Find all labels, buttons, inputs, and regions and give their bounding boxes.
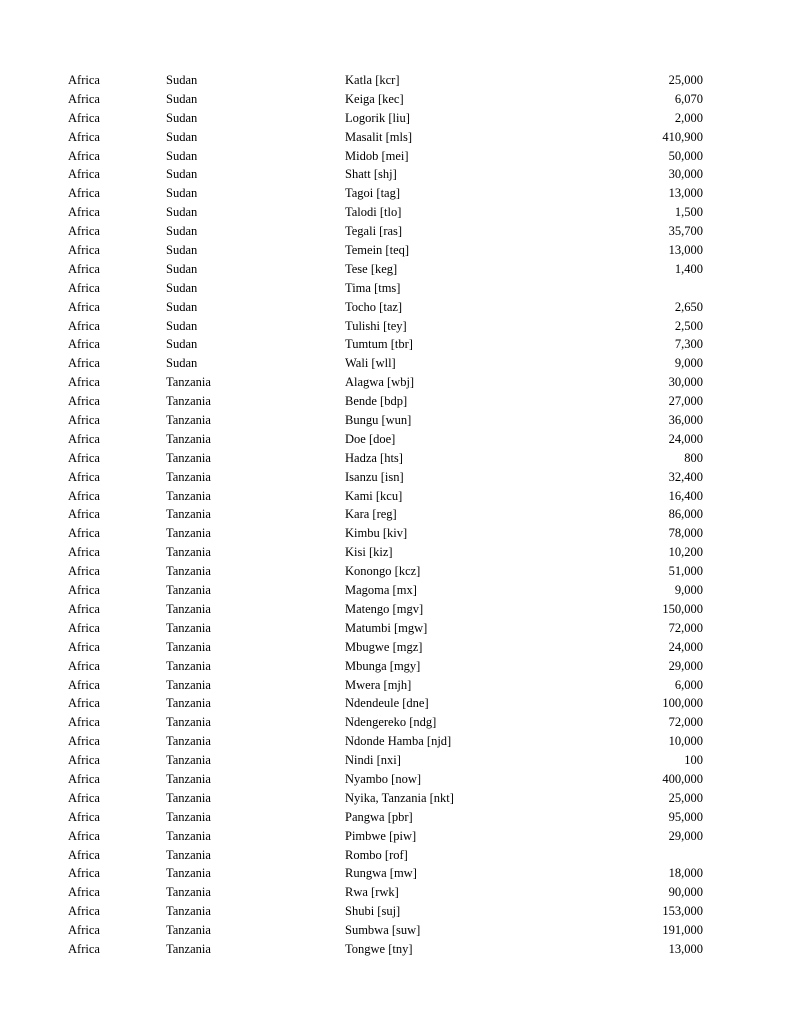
language-cell: Tumtum [tbr]: [345, 337, 413, 352]
table-row: [0, 335, 791, 354]
country-cell: Tanzania: [166, 394, 211, 409]
language-cell: Pangwa [pbr]: [345, 809, 413, 824]
table-row: [0, 449, 791, 468]
country-cell: Tanzania: [166, 885, 211, 900]
table-row: [0, 468, 791, 487]
population-cell: 72,000: [668, 715, 703, 730]
language-cell: Logorik [liu]: [345, 110, 410, 125]
country-cell: Tanzania: [166, 507, 211, 522]
population-cell: 25,000: [668, 73, 703, 87]
table-row: [0, 694, 791, 713]
country-cell: Tanzania: [166, 809, 211, 824]
language-cell: Alagwa [wbj]: [345, 375, 415, 390]
language-cell: Tegali [ras]: [345, 224, 403, 239]
language-cell: Ndendeule [dne]: [345, 696, 429, 711]
region-cell: Africa: [68, 696, 100, 711]
country-cell: Tanzania: [166, 734, 211, 749]
region-cell: Africa: [68, 205, 100, 220]
language-cell: Bungu [wun]: [345, 413, 412, 428]
country-cell: Tanzania: [166, 564, 211, 579]
table-row: [0, 71, 791, 90]
table-row: [0, 619, 791, 638]
population-cell: 78,000: [668, 526, 703, 541]
language-cell: Nindi [nxi]: [345, 753, 401, 768]
table-row: [0, 827, 791, 846]
region-cell: Africa: [68, 904, 100, 919]
population-cell: 24,000: [668, 639, 703, 654]
region-cell: Africa: [68, 507, 100, 522]
table-row: [0, 940, 791, 959]
language-cell: Rombo [rof]: [345, 847, 408, 862]
language-cell: Kara [reg]: [345, 507, 397, 522]
table-row: [0, 354, 791, 373]
table-row: [0, 657, 791, 676]
table-row: [0, 732, 791, 751]
country-cell: Tanzania: [166, 923, 211, 938]
population-cell: 32,400: [668, 469, 703, 484]
country-cell: Tanzania: [166, 583, 211, 598]
table-row: [0, 109, 791, 128]
table-row: [0, 600, 791, 619]
language-cell: Katla [kcr]: [345, 73, 400, 87]
language-cell: Tocho [taz]: [345, 299, 403, 314]
country-cell: Sudan: [166, 205, 198, 220]
table-row: [0, 562, 791, 581]
language-cell: Matumbi [mgw]: [345, 620, 428, 635]
region-cell: Africa: [68, 129, 100, 144]
population-cell: 25,000: [668, 790, 703, 805]
population-cell: [605, 846, 703, 865]
region-cell: Africa: [68, 224, 100, 239]
language-cell: Rungwa [mw]: [345, 866, 417, 881]
table-row: [0, 165, 791, 184]
country-cell: Sudan: [166, 261, 198, 276]
language-cell: Tese [keg]: [345, 261, 398, 276]
region-cell: Africa: [68, 91, 100, 106]
table-row: [0, 203, 791, 222]
table-row: [0, 581, 791, 600]
population-cell: 72,000: [668, 620, 703, 635]
language-cell: Mwera [mjh]: [345, 677, 412, 692]
region-cell: Africa: [68, 941, 100, 956]
table-row: [0, 751, 791, 770]
language-cell: Talodi [tlo]: [345, 205, 402, 220]
language-cell: Masalit [mls]: [345, 129, 413, 144]
region-cell: Africa: [68, 526, 100, 541]
population-cell: 10,000: [668, 734, 703, 749]
table-row: [0, 808, 791, 827]
region-cell: Africa: [68, 771, 100, 786]
country-cell: Sudan: [166, 224, 198, 239]
population-cell: 27,000: [668, 394, 703, 409]
table-row: [0, 487, 791, 506]
region-cell: Africa: [68, 299, 100, 314]
table-row: [0, 846, 791, 865]
region-cell: Africa: [68, 148, 100, 163]
population-cell: 29,000: [668, 658, 703, 673]
table-row: [0, 373, 791, 392]
country-cell: Tanzania: [166, 375, 211, 390]
region-cell: Africa: [68, 469, 100, 484]
table-row: [0, 543, 791, 562]
country-cell: Tanzania: [166, 715, 211, 730]
population-cell: 2,500: [674, 318, 703, 333]
region-cell: Africa: [68, 620, 100, 635]
table-row: [0, 430, 791, 449]
table-row: [0, 317, 791, 336]
population-cell: 191,000: [662, 923, 703, 938]
table-row: [0, 222, 791, 241]
table-row: [0, 864, 791, 883]
country-cell: Sudan: [166, 356, 198, 371]
language-cell: Konongo [kcz]: [345, 564, 421, 579]
language-cell: Doe [doe]: [345, 431, 396, 446]
country-cell: Tanzania: [166, 639, 211, 654]
table-row: [0, 676, 791, 695]
region-cell: Africa: [68, 734, 100, 749]
population-cell: 13,000: [668, 243, 703, 258]
population-cell: 150,000: [662, 601, 703, 616]
population-cell: 100: [684, 753, 703, 768]
table-row: [0, 921, 791, 940]
region-cell: Africa: [68, 809, 100, 824]
country-cell: Tanzania: [166, 677, 211, 692]
language-cell: Ndonde Hamba [njd]: [345, 734, 452, 749]
table-row: [0, 184, 791, 203]
population-cell: 18,000: [668, 866, 703, 881]
country-cell: Sudan: [166, 129, 198, 144]
language-cell: Tongwe [tny]: [345, 941, 413, 956]
language-cell: Temein [teq]: [345, 243, 410, 258]
table-row: [0, 770, 791, 789]
language-cell: Mbunga [mgy]: [345, 658, 421, 673]
population-cell: 30,000: [668, 167, 703, 182]
table-row: [0, 392, 791, 411]
country-cell: Tanzania: [166, 658, 211, 673]
region-cell: Africa: [68, 545, 100, 560]
region-cell: Africa: [68, 280, 100, 295]
country-cell: Tanzania: [166, 545, 211, 560]
country-cell: Tanzania: [166, 620, 211, 635]
language-cell: Midob [mei]: [345, 148, 409, 163]
population-cell: 13,000: [668, 941, 703, 956]
region-cell: Africa: [68, 564, 100, 579]
region-cell: Africa: [68, 488, 100, 503]
country-cell: Tanzania: [166, 413, 211, 428]
population-cell: 100,000: [662, 696, 703, 711]
language-cell: Rwa [rwk]: [345, 885, 399, 900]
region-cell: Africa: [68, 73, 100, 87]
population-cell: 16,400: [668, 488, 703, 503]
region-cell: Africa: [68, 677, 100, 692]
country-cell: Sudan: [166, 148, 198, 163]
region-cell: Africa: [68, 828, 100, 843]
language-cell: Pimbwe [piw]: [345, 828, 417, 843]
population-cell: 410,900: [662, 129, 703, 144]
table-row: [0, 90, 791, 109]
population-cell: 50,000: [668, 148, 703, 163]
country-cell: Tanzania: [166, 488, 211, 503]
population-cell: 10,200: [668, 545, 703, 560]
population-cell: 51,000: [668, 564, 703, 579]
language-cell: Kami [kcu]: [345, 488, 403, 503]
table-row: [0, 147, 791, 166]
language-cell: Sumbwa [suw]: [345, 923, 421, 938]
table-row: [0, 505, 791, 524]
table-row: [0, 713, 791, 732]
population-cell: 9,000: [674, 356, 703, 371]
population-cell: 95,000: [668, 809, 703, 824]
population-cell: 7,300: [674, 337, 703, 352]
population-cell: 36,000: [668, 413, 703, 428]
population-cell: 24,000: [668, 431, 703, 446]
population-cell: 9,000: [674, 583, 703, 598]
language-cell: Tagoi [tag]: [345, 186, 401, 201]
table-row: [0, 241, 791, 260]
country-cell: Sudan: [166, 91, 198, 106]
population-cell: 153,000: [662, 904, 703, 919]
population-cell: 13,000: [668, 186, 703, 201]
region-cell: Africa: [68, 601, 100, 616]
language-cell: Nyambo [now]: [345, 771, 422, 786]
population-cell: 6,070: [674, 91, 703, 106]
region-cell: Africa: [68, 356, 100, 371]
population-cell: 2,650: [674, 299, 703, 314]
country-cell: Tanzania: [166, 941, 211, 956]
region-cell: Africa: [68, 413, 100, 428]
language-cell: Matengo [mgv]: [345, 601, 424, 616]
table-row: [0, 638, 791, 657]
language-cell: Keiga [kec]: [345, 91, 404, 106]
language-population-table: [0, 71, 791, 959]
population-cell: 86,000: [668, 507, 703, 522]
table-row: [0, 128, 791, 147]
region-cell: Africa: [68, 167, 100, 182]
region-cell: Africa: [68, 923, 100, 938]
country-cell: Tanzania: [166, 469, 211, 484]
language-cell: Tima [tms]: [345, 280, 401, 295]
population-cell: 1,500: [674, 205, 703, 220]
population-cell: 35,700: [668, 224, 703, 239]
country-cell: Sudan: [166, 280, 198, 295]
country-cell: Tanzania: [166, 790, 211, 805]
country-cell: Tanzania: [166, 431, 211, 446]
language-cell: Shatt [shj]: [345, 167, 397, 182]
region-cell: Africa: [68, 318, 100, 333]
region-cell: Africa: [68, 450, 100, 465]
country-cell: Tanzania: [166, 450, 211, 465]
region-cell: Africa: [68, 847, 100, 862]
country-cell: Tanzania: [166, 753, 211, 768]
table-row: [0, 411, 791, 430]
region-cell: Africa: [68, 431, 100, 446]
country-cell: Tanzania: [166, 771, 211, 786]
country-cell: Tanzania: [166, 526, 211, 541]
population-cell: 30,000: [668, 375, 703, 390]
table-row: [0, 789, 791, 808]
language-cell: Kisi [kiz]: [345, 545, 393, 560]
country-cell: Sudan: [166, 337, 198, 352]
region-cell: Africa: [68, 753, 100, 768]
country-cell: Sudan: [166, 299, 198, 314]
language-cell: Isanzu [isn]: [345, 469, 404, 484]
language-cell: Bende [bdp]: [345, 394, 408, 409]
population-cell: 1,400: [674, 261, 703, 276]
region-cell: Africa: [68, 639, 100, 654]
region-cell: Africa: [68, 337, 100, 352]
population-cell: 800: [684, 450, 703, 465]
country-cell: Tanzania: [166, 847, 211, 862]
country-cell: Sudan: [166, 73, 198, 87]
table-row: [0, 524, 791, 543]
language-cell: Hadza [hts]: [345, 450, 403, 465]
population-cell: 29,000: [668, 828, 703, 843]
country-cell: Tanzania: [166, 866, 211, 881]
population-cell: 2,000: [674, 110, 703, 125]
country-cell: Tanzania: [166, 904, 211, 919]
table-row: [0, 883, 791, 902]
region-cell: Africa: [68, 261, 100, 276]
country-cell: Sudan: [166, 318, 198, 333]
language-cell: Kimbu [kiv]: [345, 526, 408, 541]
country-cell: Sudan: [166, 243, 198, 258]
population-cell: 90,000: [668, 885, 703, 900]
table-row: [0, 279, 791, 298]
population-cell: [605, 279, 703, 298]
language-cell: Tulishi [tey]: [345, 318, 407, 333]
region-cell: Africa: [68, 243, 100, 258]
table-row: [0, 260, 791, 279]
language-cell: Shubi [suj]: [345, 904, 401, 919]
country-cell: Tanzania: [166, 696, 211, 711]
country-cell: Tanzania: [166, 828, 211, 843]
region-cell: Africa: [68, 715, 100, 730]
region-cell: Africa: [68, 885, 100, 900]
country-cell: Sudan: [166, 186, 198, 201]
population-cell: 400,000: [662, 771, 703, 786]
region-cell: Africa: [68, 186, 100, 201]
region-cell: Africa: [68, 790, 100, 805]
table-row: [0, 902, 791, 921]
language-cell: Mbugwe [mgz]: [345, 639, 423, 654]
language-cell: Ndengereko [ndg]: [345, 715, 437, 730]
region-cell: Africa: [68, 583, 100, 598]
language-cell: Magoma [mx]: [345, 583, 417, 598]
country-cell: Tanzania: [166, 601, 211, 616]
region-cell: Africa: [68, 394, 100, 409]
population-cell: 6,000: [674, 677, 703, 692]
region-cell: Africa: [68, 658, 100, 673]
region-cell: Africa: [68, 866, 100, 881]
table-row: [0, 298, 791, 317]
language-cell: Wali [wll]: [345, 356, 396, 371]
country-cell: Sudan: [166, 110, 198, 125]
region-cell: Africa: [68, 375, 100, 390]
region-cell: Africa: [68, 110, 100, 125]
country-cell: Sudan: [166, 167, 198, 182]
language-cell: Nyika, Tanzania [nkt]: [345, 790, 454, 805]
